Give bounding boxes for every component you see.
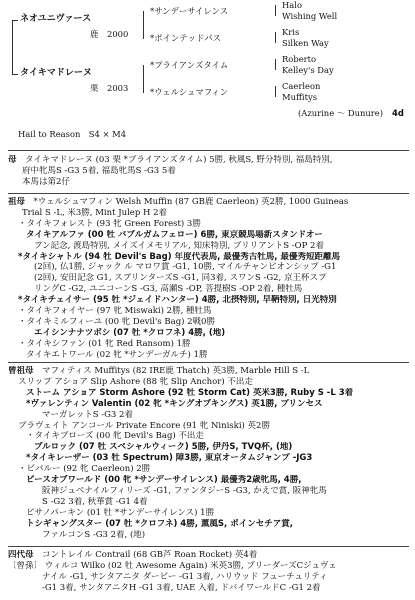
- section-label: 祖母: [8, 197, 26, 207]
- fourth-dam-line: ナイル -G1, サンタアニタ ダービー -G1 3着, ハリウッド フューチュリティ: [42, 571, 328, 582]
- third-dam-line: S -G2 3着, 秋華賞 -G1 4着: [42, 496, 148, 507]
- granddam-line: タイキエトワール (02 牝 *サンデーガルチ) 1勝: [26, 349, 208, 360]
- granddam-line: 祖母 *ウェルシュマフィン Welsh Muffin (87 GB鹿 Caerleon) 英2勝, 1000 Guineas: [8, 197, 349, 207]
- granddam-line: ・タイキフォレスト (93 牝 Green Forest) 3勝: [18, 218, 201, 229]
- grandparent-3: *プライアンズタイム: [150, 60, 229, 70]
- bracket-line: [143, 65, 144, 93]
- grandparent-4: *ウェルシュマフィン: [150, 87, 229, 97]
- bracket-line: [12, 20, 18, 21]
- dam-line: 母 タイキマドレーヌ (03 栗 *ブライアンズタイム) 5勝, 秋風S, 野分特別, 福島特別,: [8, 155, 333, 165]
- family-number: 4d: [392, 108, 404, 118]
- family-note: (Azurine ～ Dunure): [298, 108, 383, 118]
- bracket-line: [143, 11, 144, 39]
- grandparent-1: *サンデーサイレンス: [150, 6, 229, 16]
- dam-name: タイキマドレーヌ: [20, 68, 92, 78]
- dam-color: 栗: [90, 83, 99, 93]
- granddam-line: ・タイキフォイヤー (97 牝 Miswaki) 2勝, 種牡馬: [18, 306, 212, 317]
- third-dam-line: ストーム アショア Storm Ashore (92 牡 Storm Cat) 英米3勝, Ruby S -L 3着: [26, 387, 354, 398]
- dam-section: [8, 155, 409, 188]
- third-dam-line: ・ビパルー (92 牝 Caerleon) 2勝: [18, 464, 151, 475]
- granddam-line: Trial S -L, 米3勝, Mint Julep H 2着: [22, 207, 168, 218]
- bracket-line: [275, 59, 276, 70]
- great-grandparent-7: Caerleon: [282, 81, 321, 91]
- third-dam-line: ビースオブワールド (00 牝 *サンデーサイレンス) 最優秀2歳牝馬, 4勝,: [26, 475, 302, 486]
- granddam-line: *タイキチェイサー (95 牡 *ジェイドハンター) 4勝, 北摂特別, 早鞆特別, 日光特別: [18, 295, 337, 306]
- third-dam-line: *ヴァレンティン Valentin (02 牝 *キングオブキングス) 英1勝, プリンセス: [26, 398, 323, 409]
- section-label: 四代母: [8, 550, 34, 560]
- great-grandparent-4: Silken Way: [282, 38, 329, 48]
- third-dam-line: ・タイキブローズ (00 牝 Devil's Bag) 不出走: [26, 431, 204, 442]
- dam-year: 2003: [107, 83, 129, 93]
- bracket-line: [12, 74, 18, 75]
- granddam-line: (2回), 安田記念 G1, スプリンターズS -G1, 同3着, スワンS -G2, 京王杯スプ: [34, 273, 327, 284]
- granddam-line: ・タイキミルフィーユ (00 牝 Devil's Bag) 2戦0勝: [18, 316, 215, 327]
- fourth-dam-line: 四代母 コントレイル Contrail (68 GB芦 Roan Rocket) 英4着: [8, 550, 258, 560]
- third-dam-line: ブルロック (07 牡 スペシャルウィーク) 5勝, 伊丹S, TVQ杯, (地): [34, 442, 293, 453]
- granddam-line: (2回), 仏1勝, ジャック ル マロワ賞 -G1, 10勝, マイルチャンピオンシップ -G1: [34, 262, 337, 273]
- bracket-line: [275, 86, 276, 97]
- great-grandparent-5: Roberto: [282, 54, 317, 64]
- granddam-section: [8, 197, 409, 361]
- great-grandparent-3: Kris: [282, 27, 300, 37]
- section-divider: [8, 193, 409, 194]
- granddam-line: *タイキシャトル (94 牡 Devil's Bag) 年度代表馬, 最優秀古牡馬, 最優秀短距離馬: [18, 251, 340, 262]
- bracket-line: [275, 5, 276, 16]
- grandparent-2: *ポインテッドパス: [150, 33, 222, 43]
- third-dam-line: ピサノパーキン (01 牡 *サンデーサイレンス) 1勝: [26, 507, 215, 518]
- sire-year: 2000: [107, 29, 129, 39]
- granddam-line: エイシンナナツボシ (07 牡 *クロフネ) 4勝, (地): [34, 327, 226, 338]
- section-label: 曾祖母: [8, 366, 34, 376]
- great-grandparent-8: Muffitys: [282, 92, 317, 102]
- great-grandparent-2: Wishing Well: [282, 11, 338, 21]
- dam-line: 府中牝馬S -G3 5着, 福島牝馬S -G3 5着: [22, 165, 176, 176]
- section-divider: [8, 362, 409, 363]
- sire-color: 鹿: [90, 29, 99, 39]
- third-dam-line: ファルコンS -G3 2着, (地): [42, 529, 146, 540]
- third-dam-section: [8, 366, 409, 541]
- fourth-dam-section: [8, 550, 409, 594]
- granddam-line: リングC -G2, ユニコーンS -G3, 高瀬S -OP, 菩提樹S -OP 2着, 種牡馬: [34, 284, 303, 295]
- bracket-line: [275, 32, 276, 43]
- third-dam-line: マーガレットS -G3 2着: [42, 409, 133, 420]
- third-dam-line: *タイキレーザー (03 牡 Spectrum) 障3勝, 東京オータムジャンプ -JG3: [26, 453, 313, 464]
- section-label: 母: [8, 155, 17, 165]
- great-grandparent-6: Kelley's Day: [282, 65, 334, 75]
- section-divider: [8, 150, 409, 151]
- sire-name: ネオユニヴァース: [20, 14, 92, 24]
- third-dam-line: 曾祖母 マフィティス Muffitys (82 IRE鹿 Thatch) 英3勝, Marble Hill S -L: [8, 366, 310, 376]
- bracket-line: [12, 20, 13, 74]
- fourth-dam-line: 〔曾孫〕 ウィルコ Wilko (02 牡 Awesome Again) 米英3勝, ブリーダーズCジュヴェ: [8, 560, 337, 571]
- third-dam-line: トシギャングスター (07 牡 *クロフネ) 4勝, 薫風S, ポインセチア賞,: [26, 518, 293, 529]
- inbreeding-note: Hail to Reason S4 × M4: [18, 129, 127, 139]
- section-divider: [8, 546, 409, 547]
- granddam-line: タイキアルファ (00 牡 バブルガムフェロー) 6勝, 東京競馬場新スタンドオー: [26, 229, 323, 240]
- granddam-line: プン記念, 渡島特別, メイズイメモリアル, 知床特別, ブリリアントS -OP 2着: [34, 240, 324, 251]
- third-dam-line: スリップ アショア Slip Ashore (88 牝 Slip Anchor) 不出走: [18, 376, 253, 387]
- dam-line: 本馬は第2仔: [22, 176, 70, 187]
- granddam-line: ・タイキシファン (01 牝 Red Ransom) 1勝: [18, 338, 191, 349]
- fourth-dam-line: -G1 3着, サンタアニタH -G1 3着, UAE 入着, ドバイワールドC -G1 2着: [42, 582, 321, 593]
- third-dam-line: 阪神ジュベナイルフィリーズ -G1, ファンタジーS -G3, かえで賞, 阪神牝馬: [42, 485, 327, 496]
- third-dam-line: ブラヴェイト アンコール Private Encore (91 牝 Niniski) 英2勝: [18, 420, 270, 431]
- great-grandparent-1: Halo: [282, 0, 303, 10]
